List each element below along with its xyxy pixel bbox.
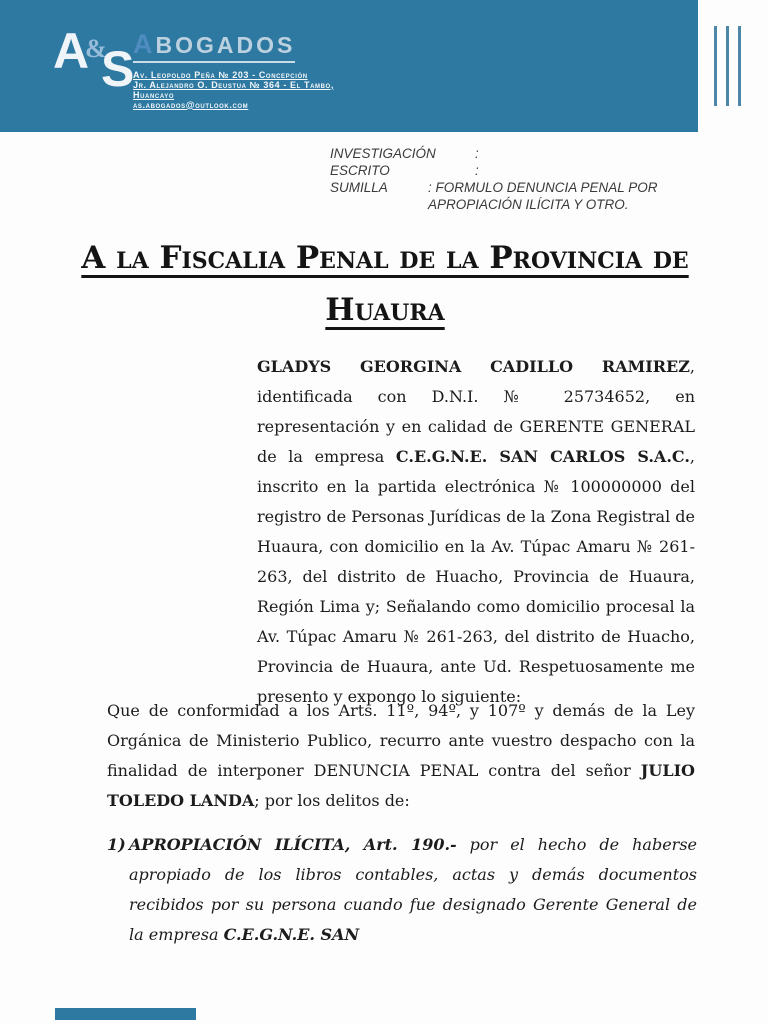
logo-letter-s: S bbox=[101, 41, 135, 97]
case-info-label: INVESTIGACIÓN bbox=[330, 146, 436, 161]
decorative-bars-icon bbox=[714, 26, 750, 106]
charge-number: 1) bbox=[107, 835, 126, 854]
document-title: A la Fiscalia Penal de la Provincia de Huaura bbox=[81, 240, 689, 328]
next-page-edge bbox=[55, 1008, 196, 1020]
legal-basis-paragraph: Que de conformidad a los Arts. 11º, 94º, y 107º y demás de la Ley Orgánica de Ministerio Publico, recurro ante vuestro despacho con la finalidad de interponer DENUNCIA PENAL contra del señor JULIO TOLEDO LANDA; por los delitos de: bbox=[107, 701, 695, 810]
case-info-label: SUMILLA bbox=[330, 180, 388, 195]
case-info-label: ESCRITO bbox=[330, 163, 390, 178]
case-info-value: : bbox=[475, 146, 479, 161]
case-info-value: : FORMULO DENUNCIA PENAL POR APROPIACIÓN ILÍCITA Y OTRO. bbox=[428, 180, 658, 212]
charge-item-1 bbox=[107, 830, 697, 950]
firm-email: as.abogados@outlook.com bbox=[133, 99, 249, 110]
case-info-row-investigacion bbox=[330, 145, 702, 162]
firm-name: ABOGADOS bbox=[133, 30, 295, 63]
firm-address bbox=[133, 70, 334, 110]
charge-text: APROPIACIÓN ILÍCITA, Art. 190.- por el hecho de haberse apropiado de los libros contables, actas y demás documentos recibidos por su persona cuando fue designado Gerente General de la empresa C.E.G.N.E. SAN bbox=[129, 835, 698, 944]
logo-ampersand: & bbox=[85, 34, 107, 63]
address-line-1: Av. Leopoldo Peña № 203 - Concepción bbox=[133, 69, 308, 80]
intro-paragraph: GLADYS GEORGINA CADILLO RAMIREZ, identificada con D.N.I. № 25734652, en representación y en calidad de GERENTE GENERAL de la empresa C.E.G.N.E. SAN CARLOS S.A.C., inscrito en la partida electrónica № 100000000 del registro de Personas Jurídicas de la Zona Registral de Huaura, con domicilio en la Av. Túpac Amaru № 261-263, del distrito de Huacho, Provincia de Huaura, Región Lima y; Señalando como domicilio procesal la Av. Túpac Amaru № 261-263, del distrito de Huacho, Provincia de Huaura, ante Ud. Respetuosamente me presento y expongo lo siguiente: bbox=[257, 357, 695, 706]
bar-2 bbox=[726, 26, 729, 106]
firm-block bbox=[133, 30, 334, 110]
logo-letter-a: A bbox=[53, 23, 90, 79]
address-line-3: Huancayo bbox=[133, 89, 175, 100]
case-info-value: : bbox=[475, 163, 479, 178]
case-info-row-sumilla bbox=[330, 179, 702, 213]
address-line-2: Jr. Alejandro O. Deustua № 364 - El Tambo, bbox=[133, 79, 334, 90]
bar-3 bbox=[738, 26, 741, 106]
case-info-block bbox=[330, 145, 702, 213]
bar-1 bbox=[714, 26, 717, 106]
case-info-row-escrito bbox=[330, 162, 702, 179]
letterhead-banner bbox=[0, 0, 698, 132]
